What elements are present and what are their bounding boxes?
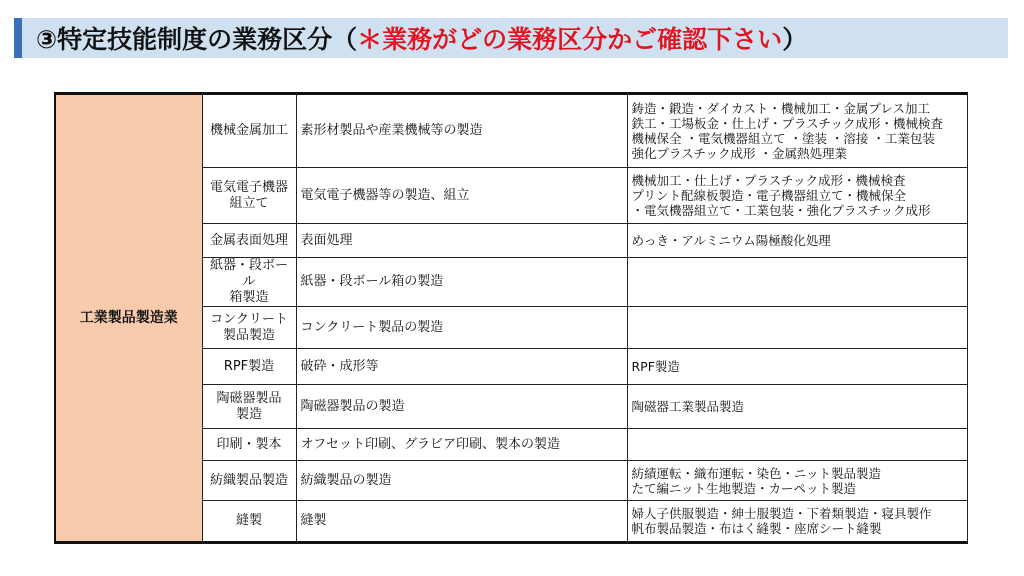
operation-line: 陶磁器工業製品製造 <box>631 399 745 414</box>
operation-line: プリント配線板製造・電子機器組立て・機械保全 <box>631 188 907 203</box>
subcategory-line: 製造 <box>235 406 262 422</box>
subcategory-line: 機械金属加工 <box>209 123 288 138</box>
operation-line: めっき・アルミニウム陽極酸化処理 <box>631 233 831 248</box>
title-main: ③特定技能制度の業務区分（ <box>36 25 358 54</box>
subcategory-line: 金属表面処理 <box>209 232 288 248</box>
operations-cell <box>627 461 967 501</box>
page-title <box>36 20 807 56</box>
operations-cell <box>627 94 967 168</box>
description-cell: 破砕・成形等 <box>296 349 627 385</box>
operations-cell <box>627 168 967 224</box>
subcategory-line: 印刷・製本 <box>216 436 282 452</box>
operations-cell <box>627 385 967 429</box>
description-cell: 素形材製品や産業機械等の製造 <box>296 94 627 168</box>
operation-line: 機械加工・仕上げ・プラスチック成形・機械検査 <box>631 173 906 188</box>
operations-cell <box>627 307 967 349</box>
section-header <box>14 18 1008 58</box>
subcategory-line: 紙器・段ボール <box>209 258 288 289</box>
operations-cell <box>627 501 967 543</box>
operation-line: 機械保全 ・電気機器組立て ・塗装 ・溶接 ・工業包装 <box>631 131 935 146</box>
header-accent-bar <box>14 18 22 58</box>
description-cell: 電気電子機器等の製造、組立 <box>296 168 627 224</box>
subcategory-line: RPF製造 <box>223 358 275 374</box>
subcategory-line: 陶磁器製品 <box>216 390 282 406</box>
operation-line: RPF製造 <box>631 359 680 374</box>
subcategory-cell <box>202 224 296 258</box>
operation-line: ・電気機器組立て・工業包装・強化プラスチック成形 <box>631 203 931 218</box>
business-category-table <box>54 92 968 544</box>
description-cell: 表面処理 <box>296 224 627 258</box>
operation-line: 鋳造・鍛造・ダイカスト・機械加工・金属プレス加工 <box>631 101 931 116</box>
operation-line: 強化プラスチック成形 ・金属熱処理業 <box>631 146 847 161</box>
subcategory-cell <box>202 429 296 461</box>
operations-cell <box>627 429 967 461</box>
operations-cell <box>627 349 967 385</box>
title-note: ＊業務がどの業務区分かご確認下さい <box>357 25 783 54</box>
subcategory-line: 製品製造 <box>222 327 275 343</box>
operations-cell <box>627 258 967 307</box>
operation-line: 紡績運転・織布運転・染色・ニット製品製造 <box>631 465 882 481</box>
subcategory-cell <box>202 461 296 501</box>
subcategory-line: 縫製 <box>235 513 262 528</box>
subcategory-cell <box>202 258 296 307</box>
operations-cell <box>627 224 967 258</box>
operation-line: たて編ニット生地製造・カーペット製造 <box>631 480 857 496</box>
subcategory-cell <box>202 168 296 224</box>
operation-line: 鉄工・工場板金・仕上げ・プラスチック成形・機械検査 <box>631 116 944 131</box>
subcategory-cell <box>202 307 296 349</box>
subcategory-cell <box>202 385 296 429</box>
description-cell: 陶磁器製品の製造 <box>296 385 627 429</box>
subcategory-line: 紡織製品製造 <box>209 472 288 488</box>
description-cell: 縫製 <box>296 501 627 543</box>
subcategory-line: コンクリート <box>210 311 288 327</box>
description-cell: オフセット印刷、グラビア印刷、製本の製造 <box>296 429 627 461</box>
subcategory-line: 組立て <box>229 195 269 211</box>
operation-line: 帆布製品製造・布はく縫製・座席シート縫製 <box>631 521 882 536</box>
description-cell: 紙器・段ボール箱の製造 <box>296 258 627 307</box>
operation-line: 婦人子供服製造・紳士服製造・下着類製造・寝具製作 <box>631 506 932 521</box>
description-cell: 紡織製品の製造 <box>296 461 627 501</box>
subcategory-line: 電気電子機器 <box>209 179 288 195</box>
description-cell: コンクリート製品の製造 <box>296 307 627 349</box>
category-cell: 工業製品製造業 <box>55 94 202 543</box>
title-close: ） <box>782 25 808 54</box>
table-row <box>55 94 967 168</box>
subcategory-line: 箱製造 <box>229 290 269 305</box>
subcategory-cell <box>202 501 296 543</box>
subcategory-cell <box>202 349 296 385</box>
subcategory-cell <box>202 94 296 168</box>
